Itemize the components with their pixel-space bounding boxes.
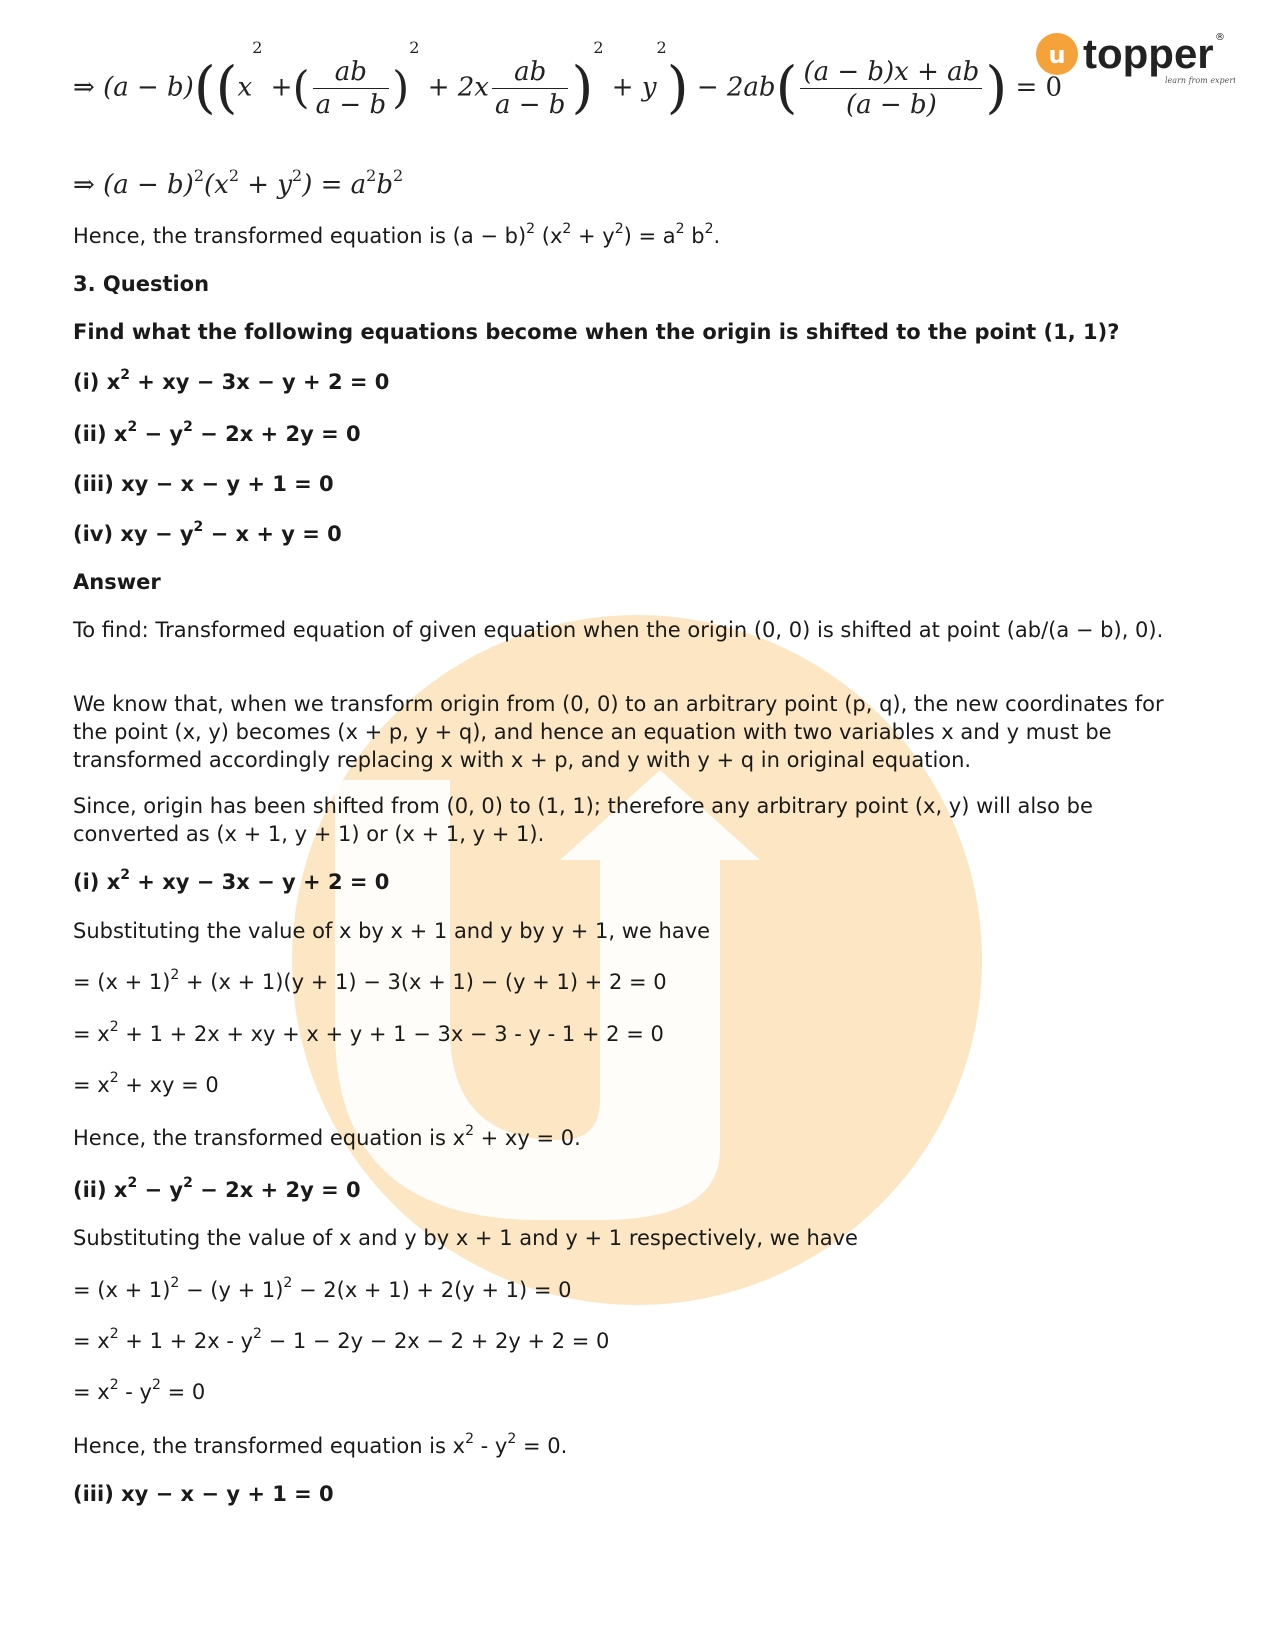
math-term: − 2ab: [696, 72, 776, 103]
paragraph: [73, 616, 1203, 644]
text-segment: = x: [73, 1073, 110, 1097]
text-segment: + (x + 1)(y + 1) − 3(x + 1) − (y + 1) + 2 = 0: [179, 970, 667, 994]
math-term: (x: [204, 170, 229, 200]
superscript: 2: [120, 867, 130, 883]
text-segment: Substituting the value of x by x + 1 and y by y + 1, we have: [73, 919, 711, 943]
text-segment: Substituting the value of x and y by x + 1 and y + 1 respectively, we have: [73, 1226, 858, 1250]
text-segment: ) = a: [623, 224, 676, 248]
fraction-numerator: ab: [313, 56, 389, 89]
text-segment: − 2(x + 1) + 2(y + 1) = 0: [292, 1278, 572, 1302]
text-segment: We know that, when we transform origin from (0, 0) to an arbitrary point (p, q), the new coordinates for the point (x, y) becomes (x + p, y + q), and hence an equation with two variables x and y must be transformed accordingly replacing x with x + p, and y with y + q in original equation.: [73, 692, 1164, 772]
superscript: 2: [170, 1275, 180, 1291]
math-term: = 0: [1015, 72, 1063, 103]
heading-line: [73, 470, 334, 498]
math-equation-line-1: ⇒ $(a - b)((x^2$ +( $\frac{ab}{a - b}$ )$^2$ + 2x $\frac{ab}{a - b}$ )$^2 + y^2) - 2ab$( $\frac{(a - b)x + ab}{(a - b)}$ ) = 0: [73, 38, 1063, 121]
text-segment: (iii) xy − x − y + 1 = 0: [73, 1482, 334, 1506]
registered-mark: ®: [1215, 32, 1225, 43]
heading-line: [73, 318, 1119, 346]
logo-tagline: learn from experts: [1165, 76, 1235, 85]
superscript: 2: [151, 1377, 161, 1393]
text-segment: 3. Question: [73, 272, 210, 296]
math-exponent: 2: [292, 166, 303, 186]
text-segment: .: [713, 224, 721, 248]
text-line: [73, 1224, 858, 1252]
math-term: ) = a: [302, 170, 367, 200]
superscript: 2: [465, 1123, 474, 1139]
math-term: b: [376, 170, 394, 200]
text-line: [73, 1327, 609, 1355]
heading-line: [73, 270, 209, 298]
text-segment: + 1 + 2x - y: [118, 1329, 254, 1353]
heading-line: [73, 1176, 361, 1204]
fraction-denominator: a − b: [494, 90, 566, 120]
text-segment: + xy − 3x − y + 2 = 0: [130, 370, 390, 394]
text-segment: b: [684, 224, 705, 248]
text-segment: = 0.: [516, 1434, 568, 1458]
math-exponent: 2: [656, 38, 667, 57]
text-line: [73, 1020, 664, 1048]
superscript: 2: [193, 519, 204, 535]
text-segment: Hence, the transformed equation is x: [73, 1434, 466, 1458]
text-line: [73, 1276, 572, 1304]
paragraph: [73, 792, 1203, 848]
heading-line: [73, 1480, 334, 1508]
heading-line: [73, 420, 361, 448]
text-segment: = (x + 1): [73, 1278, 171, 1302]
text-segment: − x + y = 0: [203, 522, 342, 546]
text-segment: + xy = 0.: [473, 1126, 581, 1150]
superscript: 2: [109, 1326, 119, 1342]
logo-badge-letter: u: [1048, 41, 1066, 69]
text-segment: (iii) xy − x − y + 1 = 0: [73, 472, 334, 496]
superscript: 2: [253, 1326, 262, 1342]
text-segment: − (y + 1): [179, 1278, 284, 1302]
text-segment: − y: [137, 1178, 184, 1202]
heading-line: [73, 368, 389, 396]
text-segment: Since, origin has been shifted from (0, 0) to (1, 1); therefore any arbitrary point (x, y) will also be converted as (x + 1, y + 1) or (x + 1, y + 1).: [73, 794, 1093, 846]
fraction-denominator: a − b: [315, 90, 387, 120]
math-exponent: 2: [366, 166, 377, 186]
math-exponent: 2: [193, 166, 204, 186]
text-line: [73, 1071, 219, 1099]
text-line: [73, 1378, 205, 1406]
superscript: 2: [675, 221, 685, 237]
superscript: 2: [127, 1175, 138, 1191]
superscript: 2: [109, 1377, 119, 1393]
text-segment: (ii) x: [73, 422, 128, 446]
math-term: (a − b): [103, 72, 194, 103]
superscript: 2: [507, 1431, 517, 1447]
superscript: 2: [109, 1070, 119, 1086]
fraction-numerator: (a − b)x + ab: [800, 56, 982, 89]
text-segment: Find what the following equations become when the origin is shifted to the point (1, 1)?: [73, 320, 1120, 344]
math-equation-line-2: [73, 166, 404, 200]
paragraph: [73, 690, 1203, 774]
topper-logo: [1035, 28, 1235, 98]
superscript: 2: [614, 221, 624, 237]
superscript: 2: [704, 221, 714, 237]
superscript: 2: [120, 367, 130, 383]
superscript: 2: [127, 419, 138, 435]
text-segment: (i) x: [73, 870, 121, 894]
superscript: 2: [562, 221, 572, 237]
fraction: [313, 56, 389, 121]
text-segment: (i) x: [73, 370, 121, 394]
text-segment: = x: [73, 1329, 110, 1353]
heading-line: [73, 568, 161, 596]
text-segment: (ii) x: [73, 1178, 128, 1202]
text-segment: (x: [535, 224, 563, 248]
superscript: 2: [283, 1275, 293, 1291]
superscript: 2: [465, 1431, 474, 1447]
text-segment: Answer: [73, 570, 161, 594]
text-segment: − 1 − 2y − 2x − 2 + 2y + 2 = 0: [261, 1329, 610, 1353]
text-line: [73, 1124, 581, 1152]
heading-line: [73, 520, 342, 548]
superscript: 2: [183, 419, 193, 435]
heading-line: [73, 868, 389, 896]
text-segment: To find: Transformed equation of given equation when the origin (0, 0) is shifted at point (ab/(a − b), 0).: [73, 618, 1164, 642]
text-segment: + xy − 3x − y + 2 = 0: [130, 870, 390, 894]
text-segment: (iv) xy − y: [73, 522, 194, 546]
implies-arrow: ⇒: [73, 72, 95, 103]
text-line: [73, 917, 710, 945]
text-segment: = 0: [160, 1380, 206, 1404]
fraction: [800, 56, 982, 121]
math-term: + 2x: [427, 72, 489, 103]
implies-arrow: ⇒: [73, 170, 95, 200]
text-line: [73, 222, 720, 250]
math-term: (a − b): [103, 170, 194, 200]
math-term: + y: [611, 72, 657, 103]
text-segment: = x: [73, 1380, 110, 1404]
math-term: x: [237, 72, 253, 103]
text-segment: + 1 + 2x + xy + x + y + 1 − 3x − 3 - y - 1 + 2 = 0: [118, 1022, 664, 1046]
superscript: 2: [170, 967, 180, 983]
math-exponent: 2: [252, 38, 263, 57]
math-exponent: 2: [228, 166, 239, 186]
superscript: 2: [183, 1175, 193, 1191]
text-segment: - y: [118, 1380, 152, 1404]
text-segment: = x: [73, 1022, 110, 1046]
math-term: + y: [239, 170, 293, 200]
fraction-numerator: ab: [492, 56, 568, 89]
text-segment: - y: [473, 1434, 508, 1458]
text-segment: = (x + 1): [73, 970, 171, 994]
fraction-denominator: (a − b): [846, 90, 937, 120]
math-exponent: 2: [393, 166, 404, 186]
logo-wordmark: topper: [1083, 30, 1214, 77]
text-segment: − 2x + 2y = 0: [192, 1178, 361, 1202]
superscript: 2: [526, 221, 536, 237]
math-exponent: 2: [409, 38, 420, 57]
text-segment: − y: [137, 422, 184, 446]
text-segment: + xy = 0: [118, 1073, 219, 1097]
fraction: [492, 56, 568, 121]
text-segment: Hence, the transformed equation is x: [73, 1126, 466, 1150]
text-segment: + y: [571, 224, 615, 248]
text-segment: − 2x + 2y = 0: [192, 422, 361, 446]
text-segment: Hence, the transformed equation is (a − b): [73, 224, 527, 248]
text-line: [73, 968, 667, 996]
text-line: [73, 1432, 567, 1460]
superscript: 2: [109, 1019, 119, 1035]
math-exponent: 2: [593, 38, 604, 57]
